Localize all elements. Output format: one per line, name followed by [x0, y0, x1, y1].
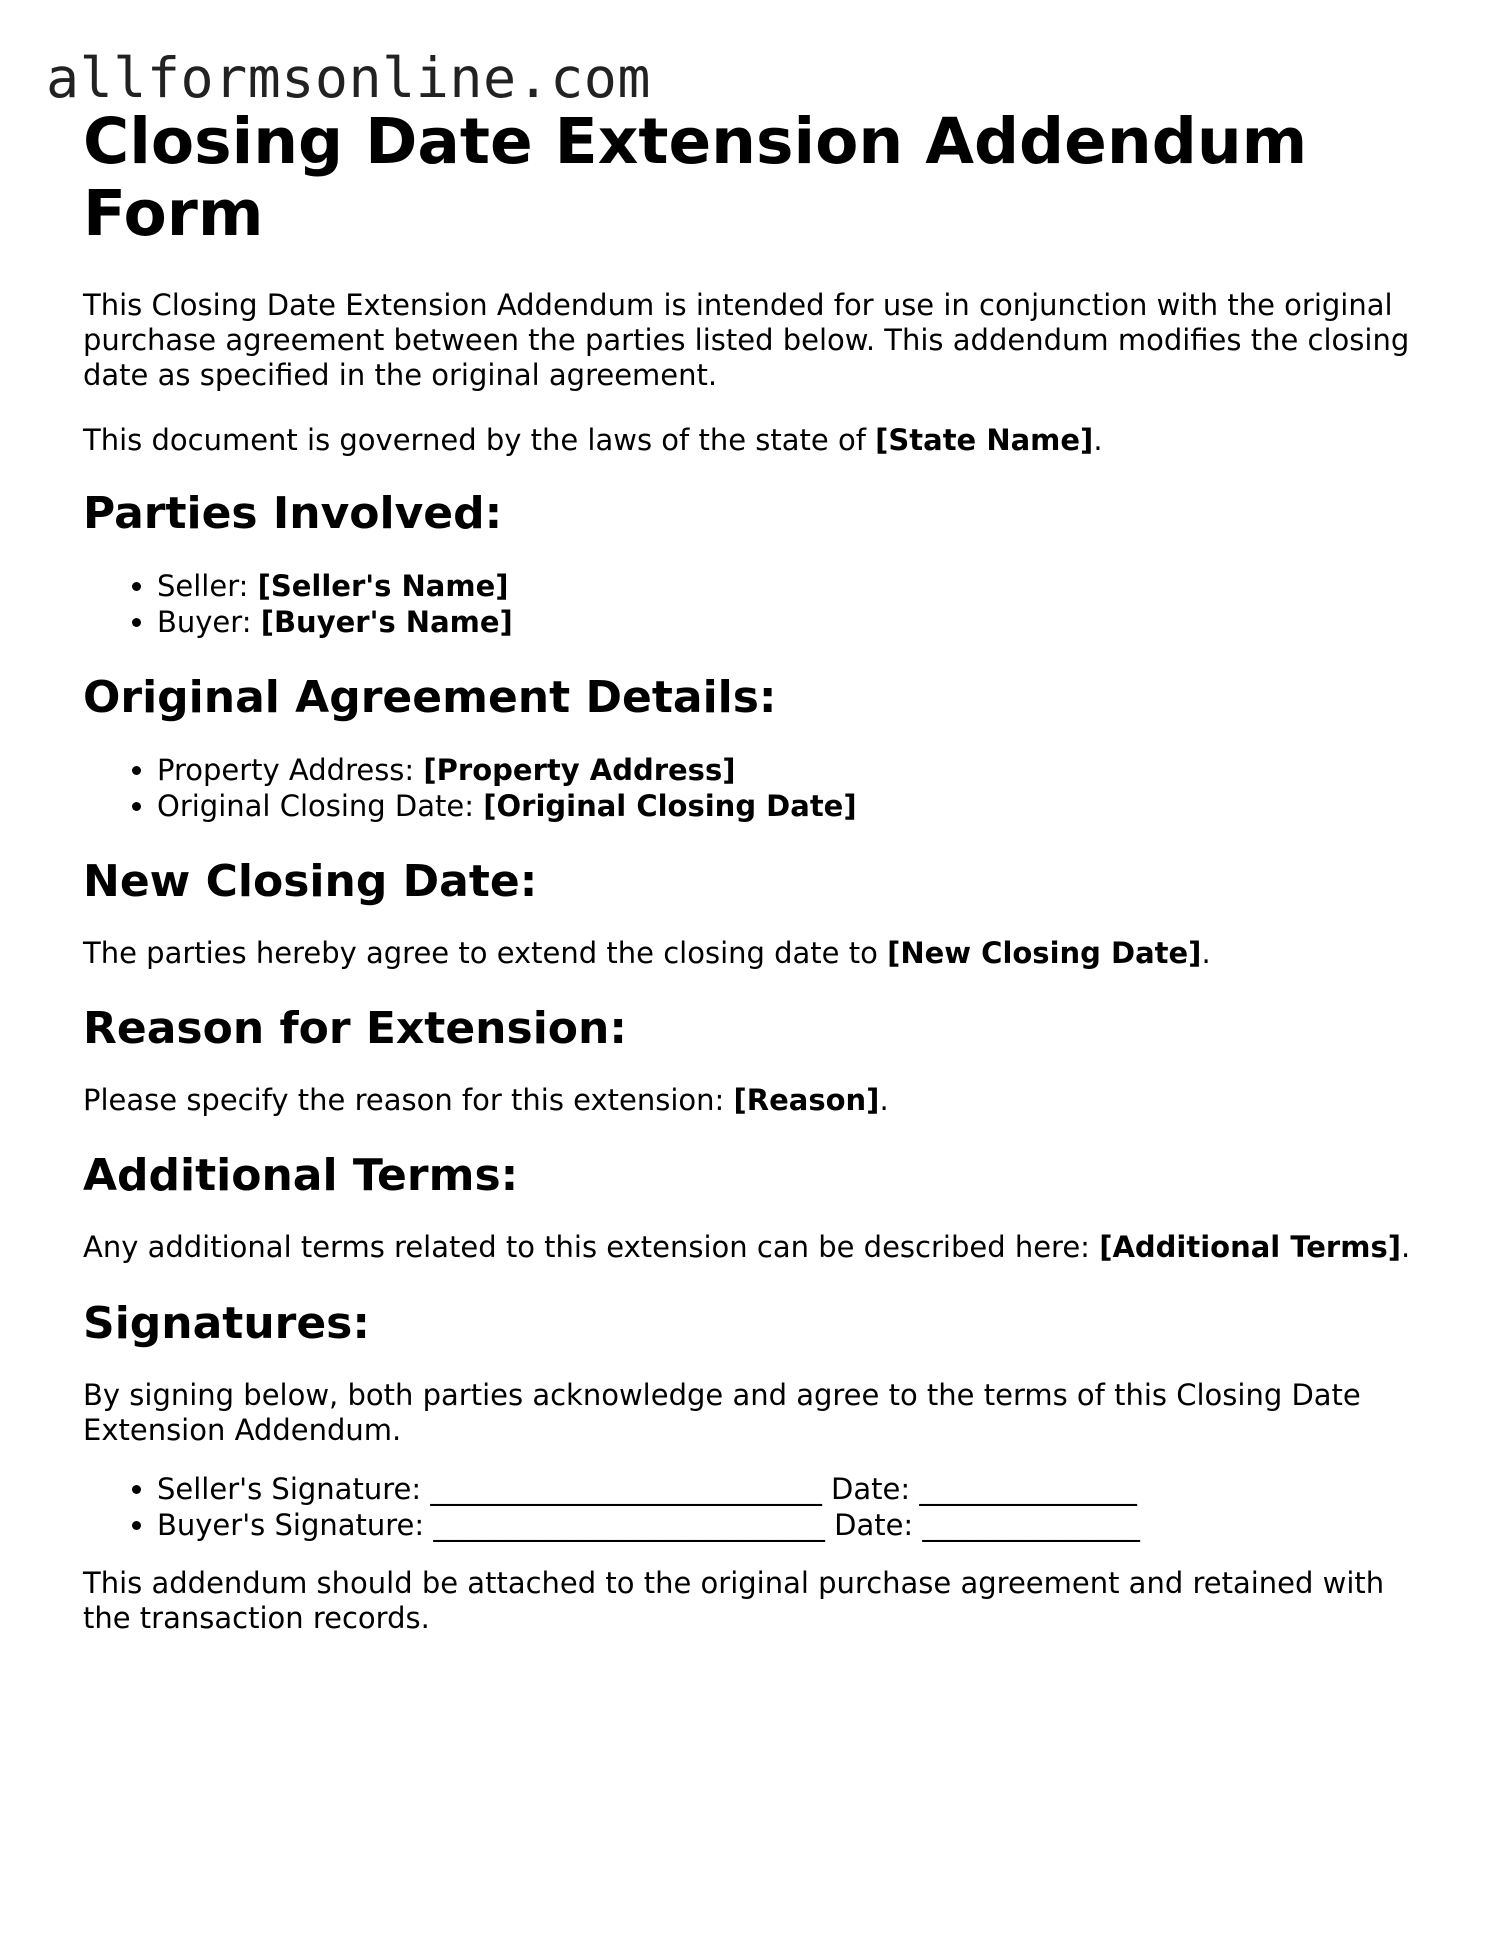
watermark: allformsonline.com	[46, 46, 652, 110]
reason-placeholder: [Reason]	[733, 1083, 880, 1117]
additional-terms-text: Any additional terms related to this extension can be described here:	[83, 1230, 1100, 1264]
buyer-label: Buyer:	[157, 605, 261, 639]
seller-name-placeholder: [Seller's Name]	[257, 569, 509, 603]
new-closing-date-text: The parties hereby agree to extend the closing date to	[83, 936, 888, 970]
original-agreement-heading: Original Agreement Details:	[83, 672, 777, 723]
form-document	[83, 106, 1423, 1636]
additional-terms-paragraph	[83, 1230, 1413, 1265]
governing-law-paragraph	[83, 423, 1413, 458]
signature-list	[83, 1471, 1423, 1543]
reason-text: Please specify the reason for this extension:	[83, 1083, 734, 1117]
reason-paragraph	[83, 1083, 1413, 1118]
additional-terms-heading: Additional Terms:	[83, 1150, 519, 1201]
new-closing-date-paragraph	[83, 936, 1413, 971]
governing-law-text: This document is governed by the laws of the state of	[83, 423, 876, 457]
additional-terms-placeholder: [Additional Terms]	[1099, 1230, 1401, 1264]
new-closing-date-end: .	[1201, 936, 1211, 970]
original-agreement-list	[83, 752, 1423, 824]
footer-paragraph: This addendum should be attached to the original purchase agreement and retained with the transaction records.	[83, 1566, 1385, 1635]
intro-paragraph: This Closing Date Extension Addendum is intended for use in conjunction with the original purchase agreement between the parties listed below. This addendum modifies the closing date as specified in the original agreement.	[83, 288, 1410, 392]
signatures-heading: Signatures:	[83, 1298, 370, 1349]
original-closing-date-label: Original Closing Date:	[157, 789, 484, 823]
reason-heading: Reason for Extension:	[83, 1003, 627, 1054]
original-closing-date-item	[157, 788, 1423, 824]
buyer-item	[157, 604, 1423, 640]
buyer-signature-field: Buyer's Signature: ___________________________ Date: _______________	[157, 1508, 1140, 1542]
buyer-name-placeholder: [Buyer's Name]	[260, 605, 513, 639]
property-address-item	[157, 752, 1423, 788]
seller-signature-field: Seller's Signature: ___________________________ Date: _______________	[157, 1472, 1137, 1506]
state-name-placeholder: [State Name]	[875, 423, 1094, 457]
property-address-label: Property Address:	[157, 753, 424, 787]
parties-heading: Parties Involved:	[83, 488, 503, 539]
seller-item	[157, 568, 1423, 604]
parties-list	[83, 568, 1423, 640]
form-title: Closing Date Extension Addendum Form	[83, 105, 1308, 250]
seller-label: Seller:	[157, 569, 258, 603]
buyer-signature-line	[157, 1507, 1423, 1543]
signatures-paragraph: By signing below, both parties acknowledge and agree to the terms of this Closing Date Extension Addendum.	[83, 1378, 1361, 1447]
governing-law-end: .	[1093, 423, 1103, 457]
new-closing-date-heading: New Closing Date:	[83, 856, 538, 907]
reason-end: .	[879, 1083, 889, 1117]
property-address-placeholder: [Property Address]	[423, 753, 736, 787]
original-closing-date-placeholder: [Original Closing Date]	[483, 789, 857, 823]
new-closing-date-placeholder: [New Closing Date]	[887, 936, 1202, 970]
additional-terms-end: .	[1400, 1230, 1411, 1264]
seller-signature-line	[157, 1471, 1423, 1507]
